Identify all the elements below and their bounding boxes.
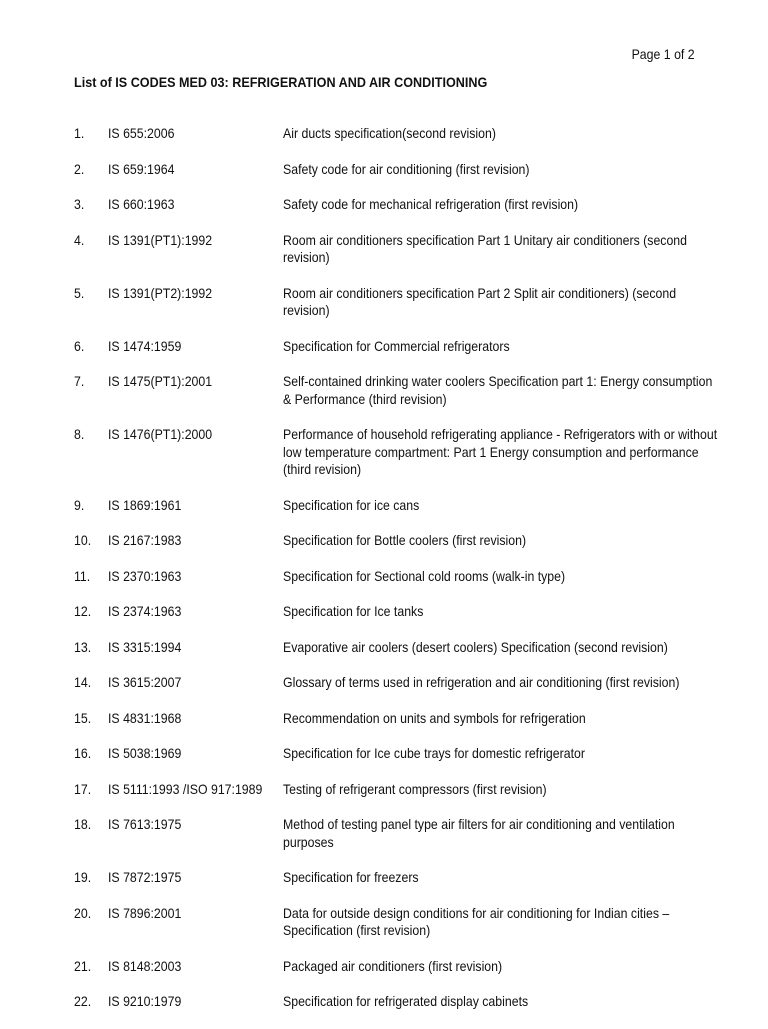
list-item [74, 568, 714, 586]
is-code: IS 4831:1968 [108, 709, 182, 726]
item-number: 5. [74, 284, 85, 301]
page-number: Page 1 of 2 [631, 46, 695, 62]
code-description: Recommendation on units and symbols for refrigeration [283, 709, 586, 726]
list-item [74, 639, 714, 657]
code-description: Safety code for air conditioning (first revision) [283, 160, 530, 177]
is-code: IS 1476(PT1):2000 [108, 426, 213, 442]
is-code: IS 1391(PT1):1992 [108, 231, 213, 248]
list-item [74, 905, 714, 940]
item-number: 20. [74, 904, 92, 921]
code-description: Specification for Ice cube trays for domestic refrigerator [283, 745, 585, 761]
is-code: IS 7613:1975 [108, 816, 182, 832]
is-code: IS 2370:1963 [108, 567, 182, 584]
code-description: Data for outside design conditions for air conditioning for Indian cities – Specification (first revision) [283, 904, 670, 938]
item-number: 3. [74, 196, 85, 212]
code-description: Specification for Sectional cold rooms (walk-in type) [283, 567, 566, 584]
list-item [74, 373, 714, 408]
list-item [74, 781, 714, 799]
code-description: Method of testing panel type air filters for air conditioning and ventilation purposes [283, 816, 675, 850]
list-item [74, 232, 714, 267]
is-code: IS 9210:1979 [108, 993, 182, 1009]
code-description: Room air conditioners specification Part 1 Unitary air conditioners (second revision) [283, 231, 688, 265]
item-number: 9. [74, 496, 85, 513]
list-item [74, 674, 714, 692]
code-description: Specification for ice cans [283, 496, 420, 513]
list-item [74, 497, 714, 515]
item-number: 19. [74, 869, 92, 885]
is-code: IS 3315:1994 [108, 638, 182, 655]
is-code: IS 3615:2007 [108, 674, 182, 690]
is-code: IS 8148:2003 [108, 957, 182, 974]
is-code: IS 660:1963 [108, 196, 175, 212]
code-description: Specification for Ice tanks [283, 603, 424, 619]
is-code: IS 659:1964 [108, 160, 175, 177]
code-description: Self-contained drinking water coolers Specification part 1: Energy consumption & Performance (third revision) [283, 373, 713, 407]
item-number: 2. [74, 160, 85, 177]
list-item [74, 196, 714, 214]
list-item [74, 816, 714, 851]
is-code: IS 655:2006 [108, 125, 175, 141]
item-number: 1. [74, 125, 85, 141]
list-item [74, 338, 714, 356]
list-item [74, 532, 714, 550]
list-item [74, 285, 714, 320]
list-item [74, 125, 714, 143]
code-description: Specification for Bottle coolers (first revision) [283, 532, 527, 548]
list-item [74, 869, 714, 887]
is-codes-list [74, 125, 718, 1029]
code-description: Specification for Commercial refrigerators [283, 337, 510, 354]
code-description: Safety code for mechanical refrigeration (first revision) [283, 196, 579, 212]
is-code: IS 5038:1969 [108, 745, 182, 761]
is-code: IS 5111:1993 /ISO 917:1989 [108, 780, 263, 797]
document-title: List of IS CODES MED 03: REFRIGERATION AND AIR CONDITIONING [74, 74, 488, 90]
code-description: Specification for refrigerated display cabinets [283, 993, 529, 1009]
list-item [74, 603, 714, 621]
code-description: Specification for freezers [283, 869, 419, 885]
is-code: IS 7896:2001 [108, 904, 182, 921]
list-item [74, 426, 718, 479]
is-code: IS 1474:1959 [108, 337, 182, 354]
is-code: IS 1869:1961 [108, 496, 182, 513]
code-description: Evaporative air coolers (desert coolers) Specification (second revision) [283, 638, 668, 655]
item-number: 16. [74, 745, 92, 761]
code-description: Air ducts specification(second revision) [283, 125, 496, 141]
item-number: 17. [74, 780, 92, 797]
code-description: Glossary of terms used in refrigeration and air conditioning (first revision) [283, 674, 680, 690]
item-number: 10. [74, 532, 92, 548]
item-number: 22. [74, 993, 92, 1009]
code-description: Room air conditioners specification Part 2 Split air conditioners) (second revision) [283, 284, 677, 318]
item-number: 6. [74, 337, 85, 354]
is-code: IS 7872:1975 [108, 869, 182, 885]
list-item [74, 745, 714, 763]
code-description: Packaged air conditioners (first revision) [283, 957, 503, 974]
is-code: IS 2167:1983 [108, 532, 182, 548]
list-item [74, 710, 714, 728]
item-number: 7. [74, 373, 85, 389]
item-number: 13. [74, 638, 92, 655]
is-code: IS 1475(PT1):2001 [108, 373, 213, 389]
code-description: Testing of refrigerant compressors (first revision) [283, 780, 547, 797]
item-number: 8. [74, 426, 85, 442]
item-number: 21. [74, 957, 92, 974]
item-number: 14. [74, 674, 92, 690]
code-description: Performance of household refrigerating appliance - Refrigerators with or without low temperature compartment: Part 1 Energy consumption and performance (third revision) [283, 426, 718, 477]
list-item [74, 993, 714, 1011]
list-item [74, 958, 714, 976]
item-number: 4. [74, 231, 85, 248]
item-number: 15. [74, 709, 92, 726]
list-item [74, 161, 714, 179]
is-code: IS 1391(PT2):1992 [108, 284, 213, 301]
item-number: 18. [74, 816, 92, 832]
is-code: IS 2374:1963 [108, 603, 182, 619]
item-number: 11. [74, 567, 91, 584]
item-number: 12. [74, 603, 92, 619]
